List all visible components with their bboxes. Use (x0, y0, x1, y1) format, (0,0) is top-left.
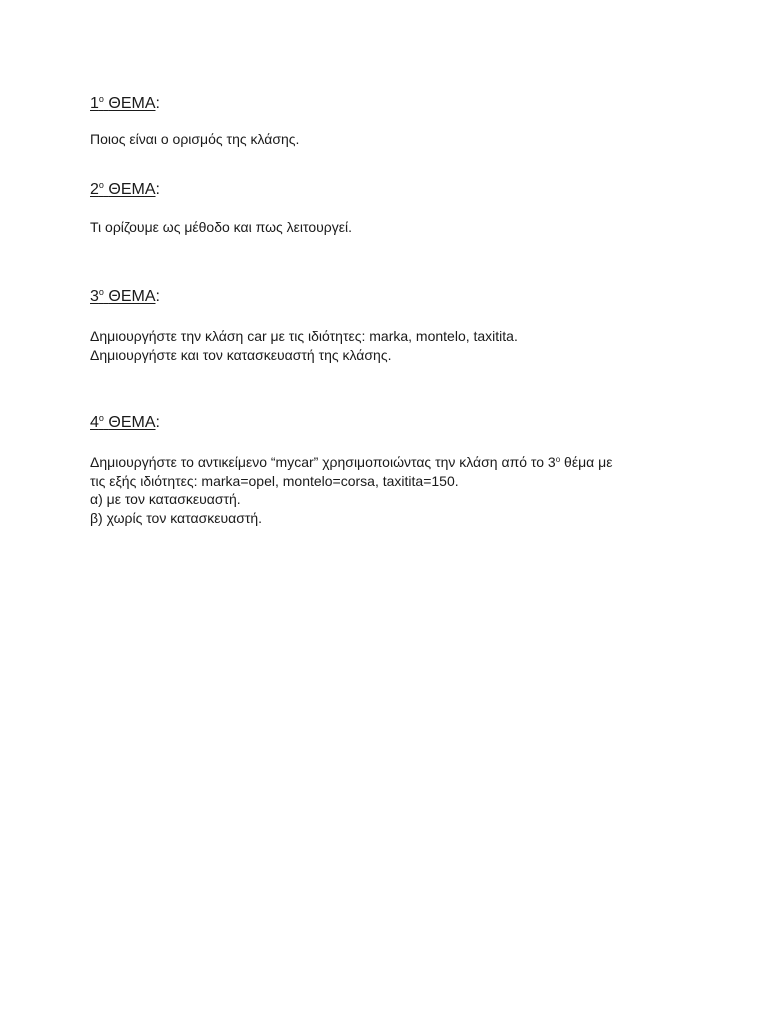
topic-3-heading: $3^o$ ΘΕΜΑ: (90, 287, 160, 305)
topic-4-line-1: Δημιουργήστε το αντικείμενο “mycar” χρησιμοποιώντας την κλάση από το $3^o$ θέμα με (90, 454, 613, 470)
topic-2-text: Τι ορίζουμε ως μέθοδο και πως λειτουργεί. (90, 219, 352, 235)
topic-4 (90, 413, 690, 527)
topic-4-text: Δημιουργήστε το αντικείμενο “mycar” χρησιμοποιώντας την κλάση από το $3^o$ θέμα με τις εξής ιδιότητες: marka=opel, montelo=corsa, taxitita=150. α) με τον κατασκευαστή. β) χωρίς τον κατασκευαστή. (90, 453, 690, 527)
topic-2-heading: $2^o$ ΘΕΜΑ: (90, 180, 160, 198)
topic-2 (90, 180, 690, 237)
topic-4-heading: $4^o$ ΘΕΜΑ: (90, 413, 160, 431)
topic-1-heading: $1^o$ ΘΕΜΑ: (90, 94, 160, 112)
topic-3 (90, 287, 690, 364)
topic-1-text: Ποιος είναι ο ορισμός της κλάσης. (90, 131, 300, 147)
topic-1 (90, 94, 690, 149)
topic-3-text: Δημιουργήστε την κλάση car με τις ιδιότητες: marka, montelo, taxitita. Δημιουργήστε και τον κατασκευαστή της κλάσης. (90, 328, 518, 363)
